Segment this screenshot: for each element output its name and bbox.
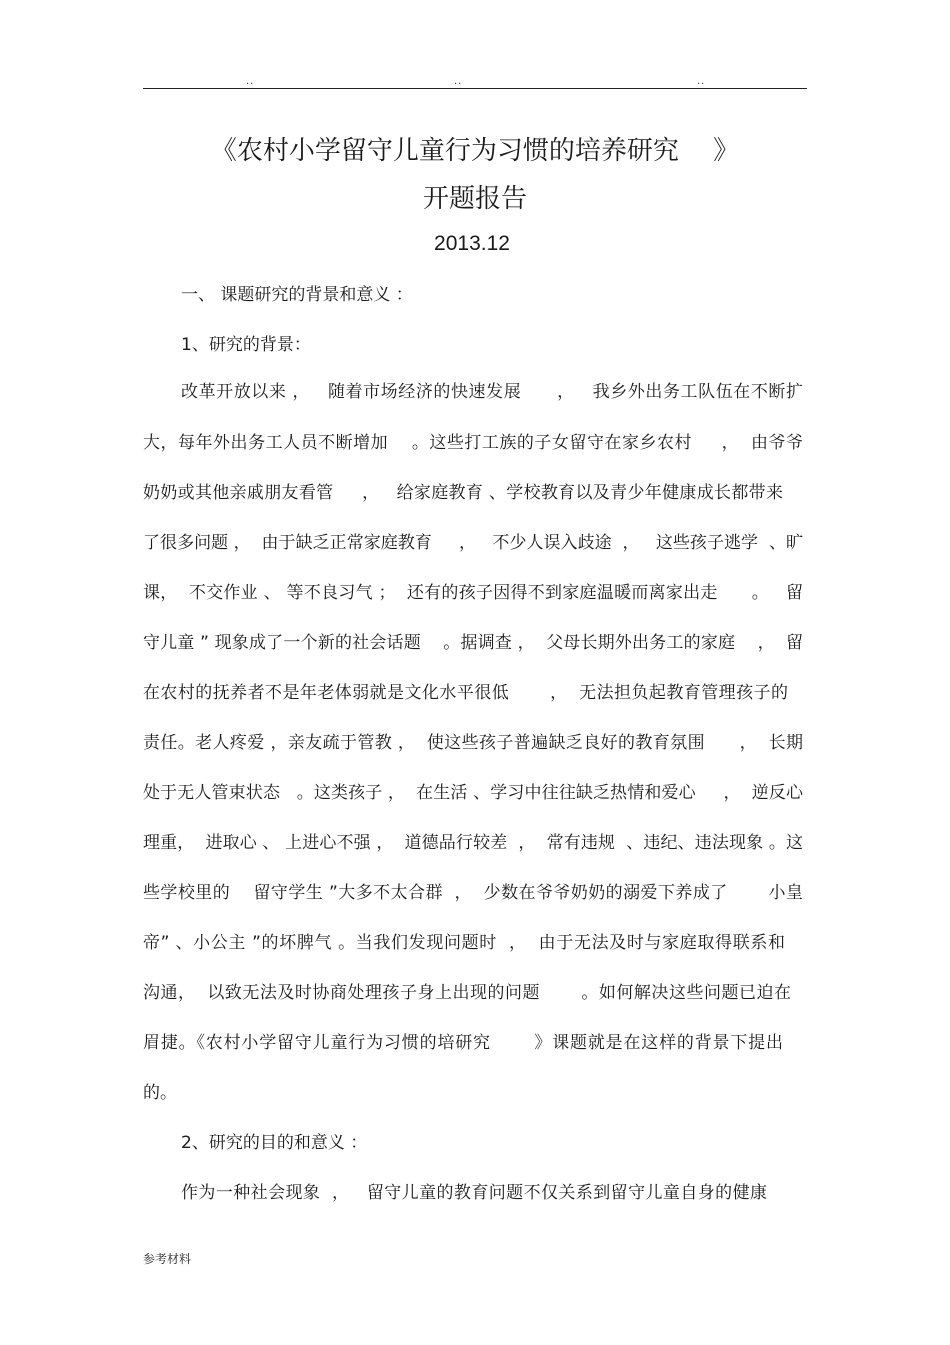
- paragraph-line: 了很多问题 ， 由于缺乏正常家庭教育 ， 不少人误入歧途 ， 这些孩子逃学 、旷: [143, 533, 803, 553]
- paragraph-line: 课， 不交作业 、 等不良习气 ； 还有的孩子因得不到家庭温暖而离家出走 。 留: [143, 583, 803, 603]
- paragraph-line: 改革开放以来 ， 随着市场经济的快速发展 ， 我乡外出务工队伍在不断扩: [181, 382, 803, 402]
- paragraph-line: 作为一种社会现象 ， 留守儿童的教育问题不仅关系到留守儿童自身的健康: [181, 1183, 767, 1203]
- subsection-heading: 1、研究的背景：: [181, 335, 311, 355]
- header-mark: ..: [454, 76, 463, 87]
- document-subtitle: 开题报告: [422, 184, 527, 214]
- header-mark: ..: [697, 76, 706, 87]
- section-heading: 一、 课题研究的背景和意义 ：: [181, 285, 413, 305]
- paragraph-line: 眉捷。《农村小学留守儿童行为习惯的培研究 》课题就是在这样的背景下提出: [143, 1033, 783, 1053]
- footer-label: 参考材料: [143, 1252, 192, 1266]
- paragraph-line: 守儿童 ” 现象成了一个新的社会话题 。据调查 ， 父母长期外出务工的家庭 ， 留: [143, 633, 803, 653]
- paragraph-line: 帝” 、小公主 ”的坏脾气 。当我们发现问题时 ， 由于无法及时与家庭取得联系和: [143, 933, 785, 953]
- document-title: 《农村小学留守儿童行为习惯的培养研究 》: [210, 136, 740, 166]
- paragraph-line: 奶奶或其他亲戚朋友看管 ， 给家庭教育 、学校教育以及青少年健康成长都带来: [143, 483, 783, 503]
- header-mark: ..: [246, 76, 255, 87]
- header-rule: [143, 88, 807, 89]
- paragraph-line: 的。: [143, 1083, 177, 1103]
- paragraph-line: 大，每年外出务工人员不断增加 。这些打工族的子女留守在家乡农村 ， 由爷爷: [143, 433, 803, 453]
- paragraph-line: 些学校里的 留守学生 ”大多不太合群 ， 少数在爷爷奶奶的溺爱下养成了 小皇: [143, 883, 803, 903]
- paragraph-line: 在农村的抚养者不是年老体弱就是文化水平很低 ， 无法担负起教育管理孩子的: [143, 683, 788, 703]
- paragraph-line: 理重， 进取心 、 上进心不强 ， 道德品行较差 ， 常有违规 、违纪、违法现象 。这: [143, 833, 803, 853]
- paragraph-line: 沟通， 以致无法及时协商处理孩子身上出现的问题 。如何解决这些问题已迫在: [143, 983, 791, 1003]
- subsection-heading: 2、研究的目的和意义 ：: [181, 1133, 368, 1153]
- document-date: 2013.12: [434, 232, 510, 255]
- paragraph-line: 处于无人管束状态 。这类孩子 ， 在生活 、学习中往往缺乏热情和爱心 ， 逆反心: [143, 783, 803, 803]
- paragraph-line: 责任。老人疼爱 ，亲友疏于管教 ， 使这些孩子普遍缺乏良好的教育氛围 ， 长期: [143, 733, 803, 753]
